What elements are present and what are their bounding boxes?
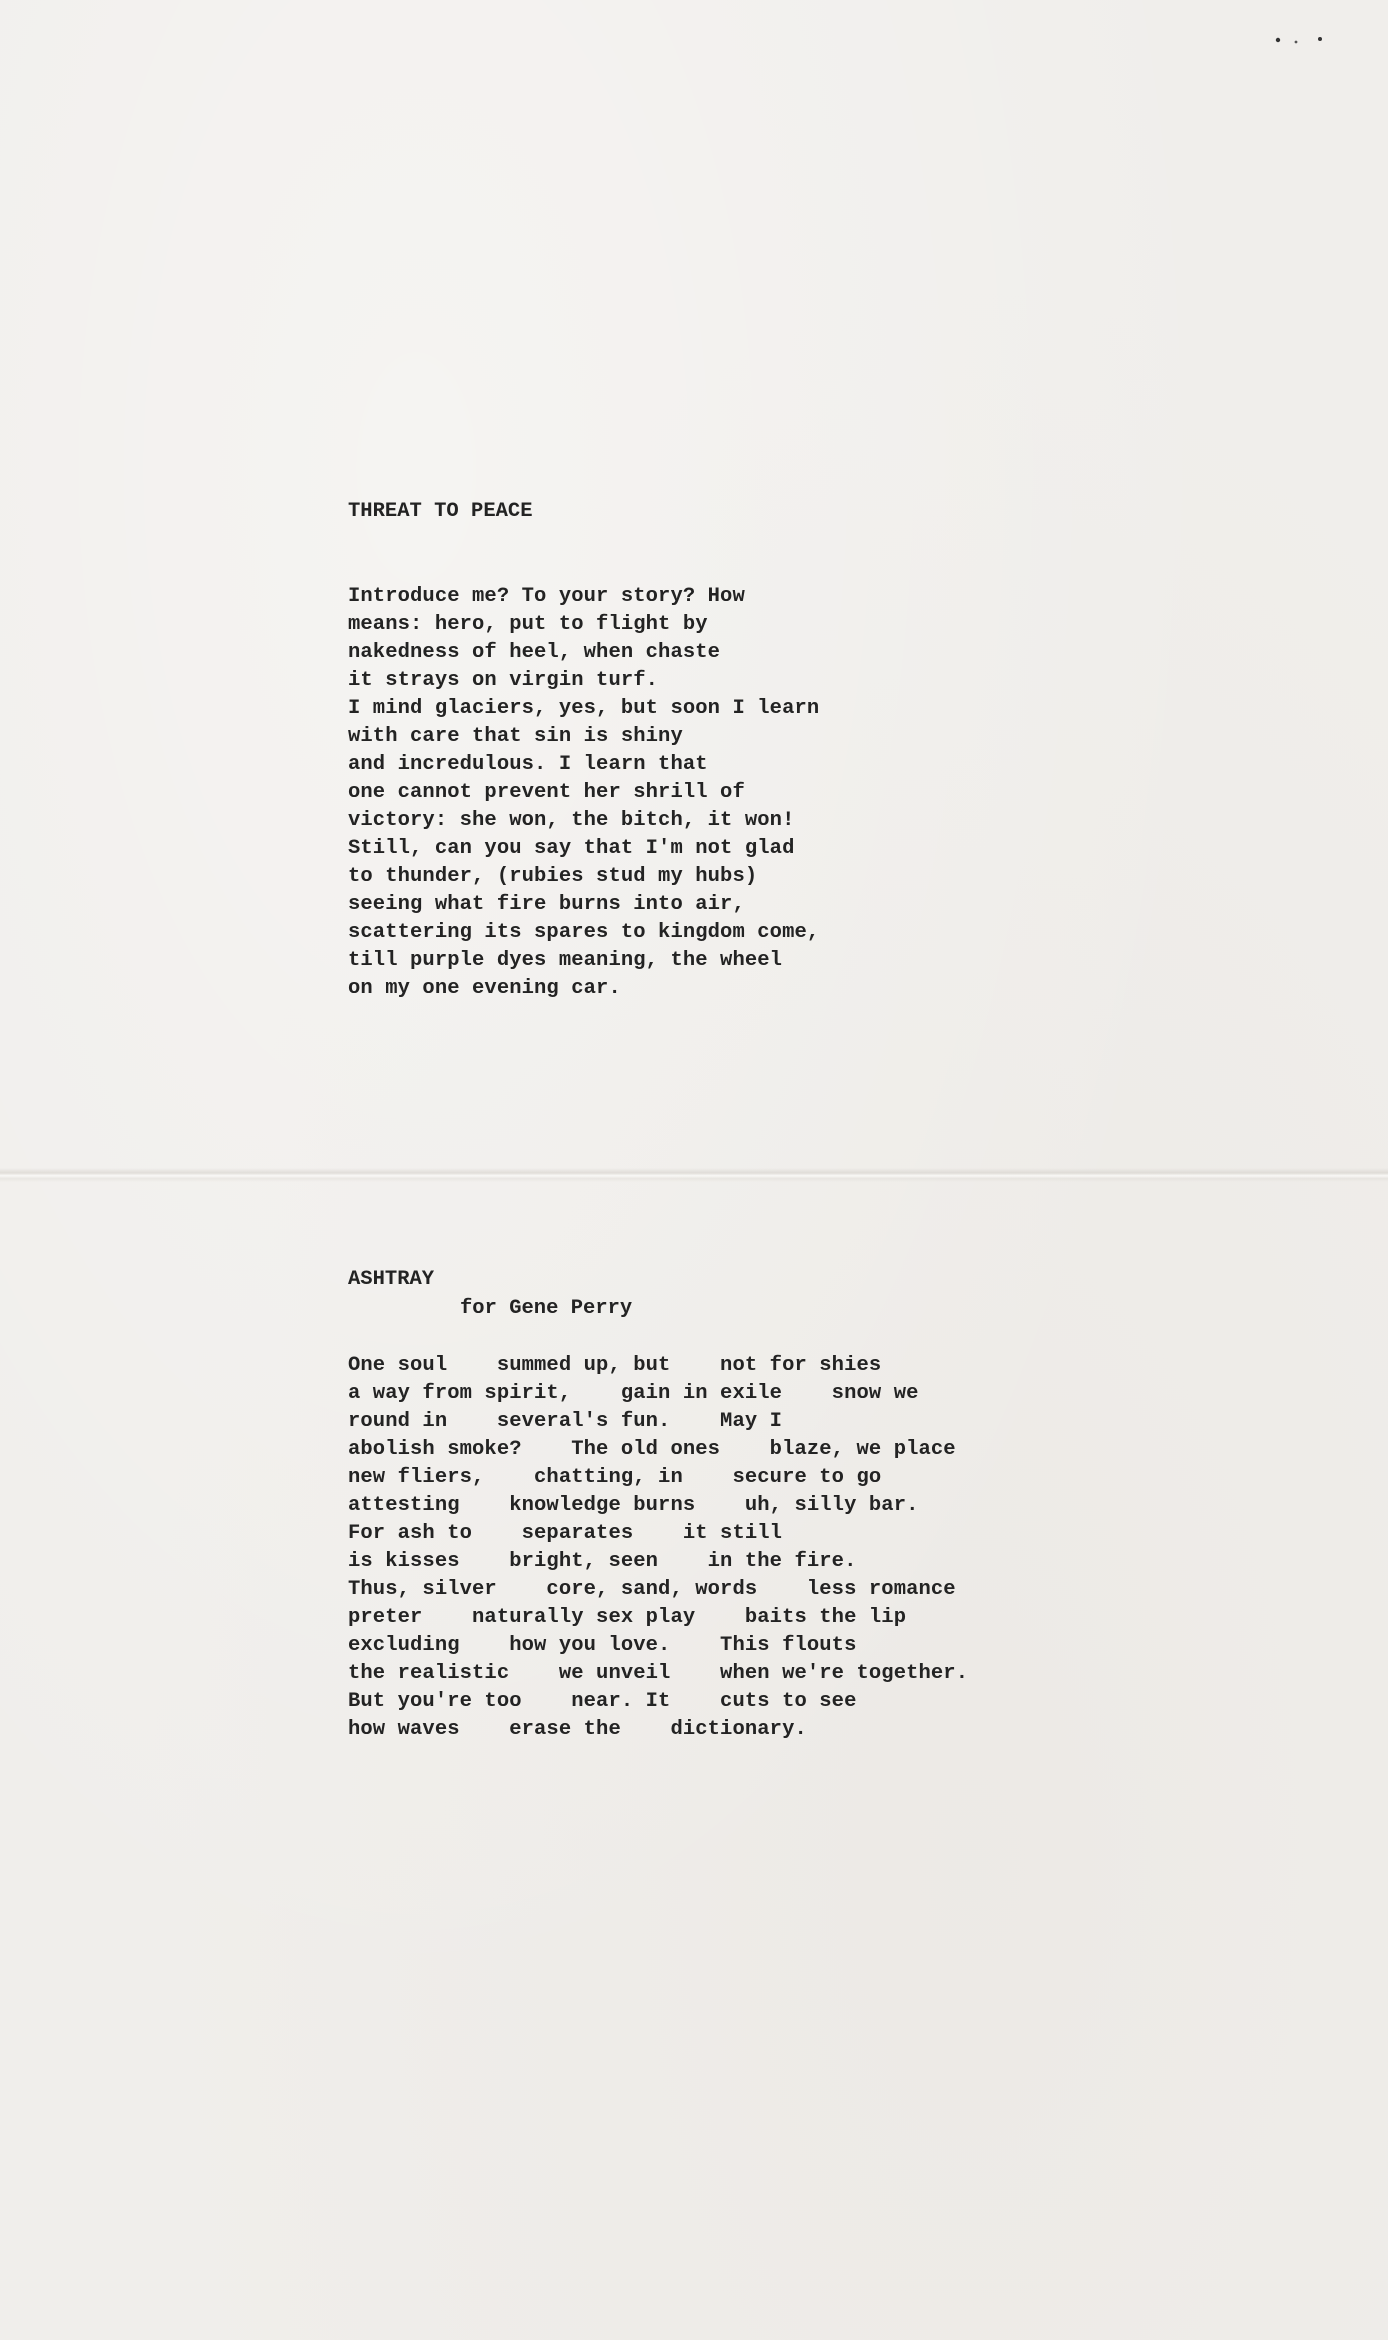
poem-line: to thunder, (rubies stud my hubs) <box>348 865 758 888</box>
poem-line: new fliers, chatting, in secure to go <box>348 1466 882 1489</box>
poem-line: Thus, silver core, sand, words less romance <box>348 1578 956 1601</box>
poem-line: the realistic we unveil when we're together. <box>348 1662 969 1685</box>
corner-punch-marks <box>1268 30 1358 50</box>
poem-line: and incredulous. I learn that <box>348 753 708 776</box>
poem-line: excluding how you love. This flouts <box>348 1634 857 1657</box>
poem-line: scattering its spares to kingdom come, <box>348 921 820 944</box>
poem-line: One soul summed up, but not for shies <box>348 1354 882 1377</box>
poem-line: Introduce me? To your story? How <box>348 585 745 608</box>
poem-line: But you're too near. It cuts to see <box>348 1690 857 1713</box>
poem-line: on my one evening car. <box>348 977 621 1000</box>
poem-line: it strays on virgin turf. <box>348 669 659 692</box>
paper-fold-line <box>0 1168 1388 1182</box>
poem-line: abolish smoke? The old ones blaze, we place <box>348 1438 956 1461</box>
poem-title-ashtray: ASHTRAY <box>348 1268 435 1291</box>
poem-body-threat-to-peace <box>348 583 819 1003</box>
poem-line: means: hero, put to flight by <box>348 613 708 636</box>
poem-title-threat-to-peace: THREAT TO PEACE <box>348 500 533 523</box>
poem-line: till purple dyes meaning, the wheel <box>348 949 783 972</box>
poem-line: I mind glaciers, yes, but soon I learn <box>348 697 820 720</box>
poem-line: preter naturally sex play baits the lip <box>348 1606 907 1629</box>
poem-dedication: for Gene Perry <box>460 1297 633 1320</box>
poem-line: round in several's fun. May I <box>348 1410 783 1433</box>
poem-line: attesting knowledge burns uh, silly bar. <box>348 1494 919 1517</box>
poem-line: For ash to separates it still <box>348 1522 783 1545</box>
poem-line: one cannot prevent her shrill of <box>348 781 745 804</box>
poem-body-ashtray <box>348 1352 968 1744</box>
poem-line: Still, can you say that I'm not glad <box>348 837 795 860</box>
poem-line: is kisses bright, seen in the fire. <box>348 1550 857 1573</box>
poem-line: how waves erase the dictionary. <box>348 1718 807 1741</box>
poem-line: with care that sin is shiny <box>348 725 683 748</box>
poem-line: victory: she won, the bitch, it won! <box>348 809 795 832</box>
poem-line: nakedness of heel, when chaste <box>348 641 721 664</box>
poem-line: a way from spirit, gain in exile snow we <box>348 1382 919 1405</box>
poem-line: seeing what fire burns into air, <box>348 893 745 916</box>
